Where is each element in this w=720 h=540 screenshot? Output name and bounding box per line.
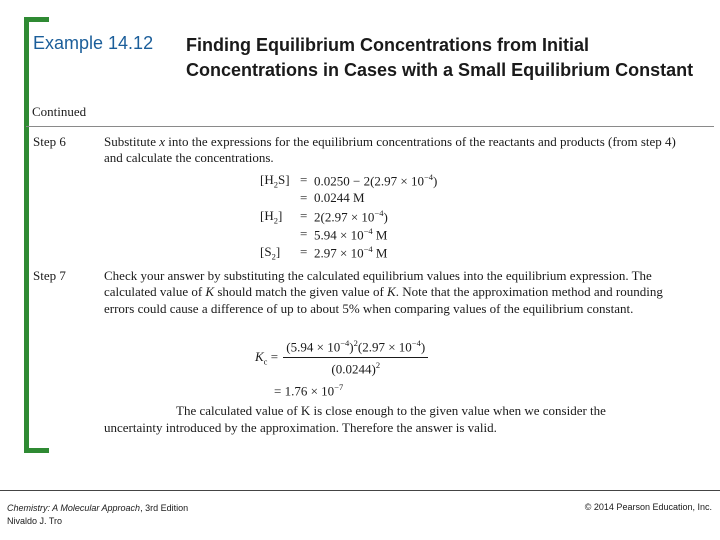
equation-s2-lhs: $[S_2]$	[260, 244, 281, 262]
continued-label: Continued	[32, 104, 87, 119]
book-title: Chemistry: A Molecular Approach	[7, 503, 141, 513]
conclusion-line-2: uncertainty introduced by the approximation. Therefore the answer is valid.	[104, 420, 497, 435]
step-6-label: Step 6	[33, 134, 66, 149]
kc-expression: $K_c$ = $\frac{(5.94 \times 10^{-4})^2(2.97 \times 10^{-4})}{(0.0244)^2}$	[255, 338, 430, 378]
equation-s2-rhs: $2.97 \times 10^{-4}$ M	[314, 244, 388, 261]
equation-h2s-result: 0.0244 M	[314, 190, 365, 205]
frame-bar-left	[24, 17, 29, 453]
equation-h2-lhs: $[H_2]$	[260, 208, 283, 226]
header-divider	[26, 126, 714, 127]
equation-h2s-lhs: $[H_2S]$	[260, 172, 290, 190]
example-title: Finding Equilibrium Concentrations from Initial Concentrations in Cases with a Small Equilibrium Constant	[186, 35, 694, 80]
equation-h2s-eq: =	[300, 172, 308, 187]
step-6-text: Substitute x into the expressions for the equilibrium concentrations of the reactants and products (from step 4) and calculate the concentrations.	[104, 134, 676, 166]
book-edition: , 3rd Edition	[140, 503, 189, 513]
equation-h2-rhs: $2(2.97 \times 10^{-4})$	[314, 208, 388, 225]
equation-h2s-result-eq: =	[300, 190, 308, 205]
copyright-notice: © 2014 Pearson Education, Inc.	[584, 502, 712, 512]
step-7-text: Check your answer by substituting the calculated equilibrium values into the equilibrium expression. The calculated value of K should match the given value of K. Note that the approximation method and rounding errors could cause a difference of up to about 5% when comparing values of the equilibrium constant.	[104, 268, 663, 316]
footer-divider	[0, 490, 720, 491]
example-label: Example 14.12	[33, 33, 154, 53]
footer-citation	[7, 502, 188, 527]
step-7-label: Step 7	[33, 268, 66, 283]
equation-s2-eq: =	[300, 244, 308, 259]
equation-h2s-rhs: $0.0250 - 2(2.97 \times 10^{-4})$	[314, 172, 438, 189]
frame-bar-bottom	[24, 448, 49, 453]
equation-h2-result: $5.94 \times 10^{-4}$ M	[314, 226, 388, 243]
equation-h2-eq: =	[300, 208, 308, 223]
conclusion-line-1: The calculated value of K is close enough to the given value when we consider the	[176, 403, 606, 418]
kc-result: = $1.76 \times 10^{-7}$	[274, 382, 344, 399]
book-author: Nivaldo J. Tro	[7, 515, 63, 526]
equation-h2-result-eq: =	[300, 226, 308, 241]
